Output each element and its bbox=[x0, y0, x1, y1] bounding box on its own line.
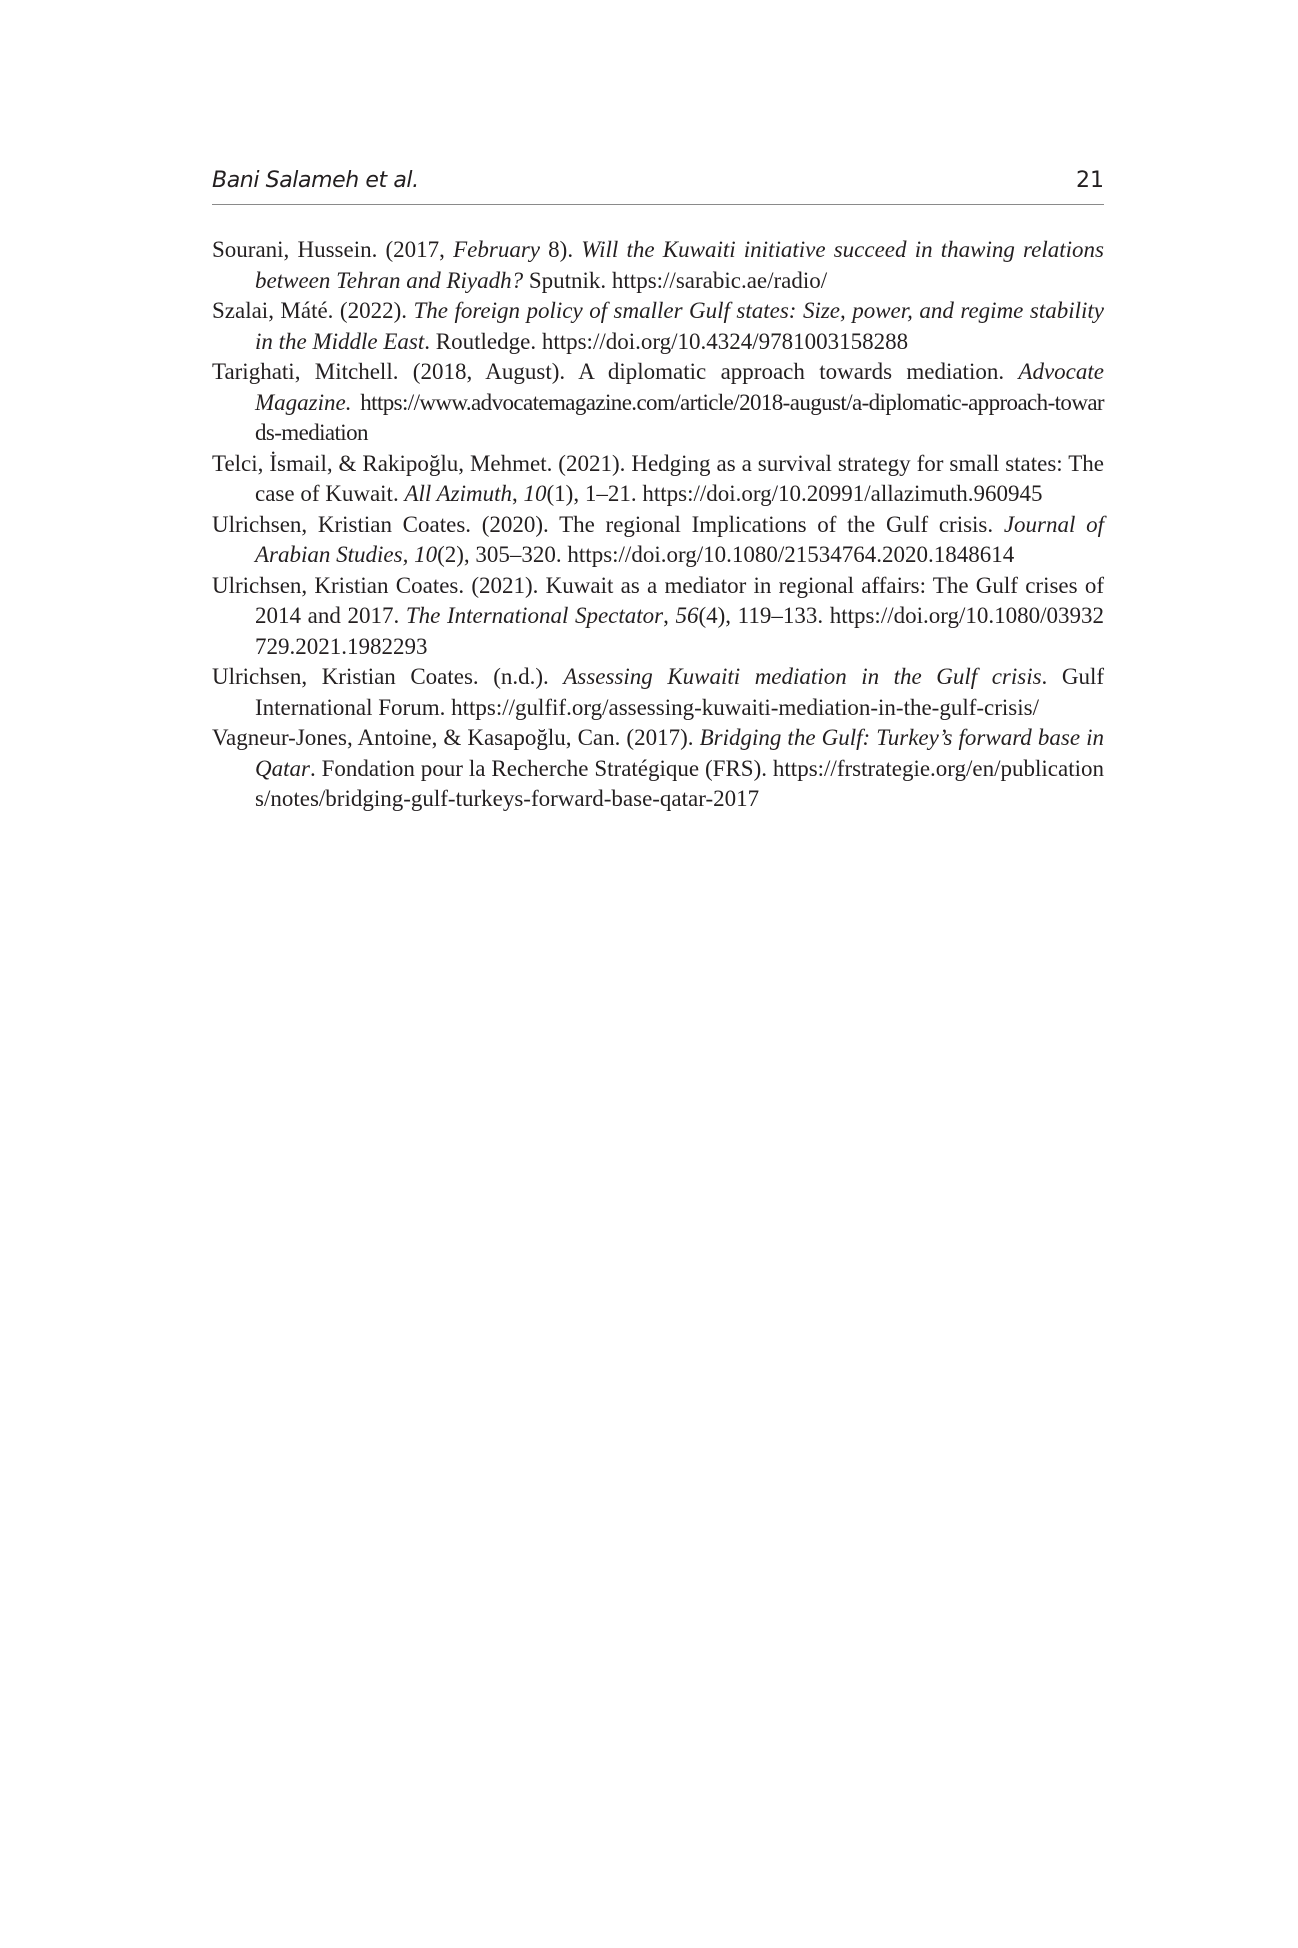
reference-entry: Ulrichsen, Kristian Coates. (2020). The regional Implications of the Gulf crisis. Journal of Arabian Studies, 10(2), 305–320. https://doi.org/10.1080/21534764.2020.1848614 bbox=[212, 511, 1104, 567]
reference-entry: Sourani, Hussein. (2017, February 8). Will the Kuwaiti initiative succeed in thawing relations between Tehran and Riyadh? Sputnik. https://sarabic.ae/radio/ bbox=[212, 237, 1104, 293]
running-head bbox=[212, 166, 1104, 205]
reference-entry: Tarighati, Mitchell. (2018, August). A diplomatic approach towards mediation. Advocate Magazine. https://www.advocatemagazine.com/article/2018-august/a-diplomatic-approach-towards-mediation bbox=[212, 359, 1104, 445]
reference-entry: Vagneur-Jones, Antoine, & Kasapoğlu, Can. (2017). Bridging the Gulf: Turkey’s forward base in Qatar. Fondation pour la Recherche Stratégique (FRS). https://frstrategie.org/en/publications/notes/bridging-gulf-turkeys-forward-base-qatar-2017 bbox=[212, 725, 1104, 811]
running-head-author: Bani Salameh et al. bbox=[212, 168, 419, 193]
reference-entry: Ulrichsen, Kristian Coates. (n.d.). Assessing Kuwaiti mediation in the Gulf crisis. Gulf International Forum. https://gulfif.org/assessing-kuwaiti-mediation-in-the-gulf-crisis/ bbox=[212, 664, 1104, 720]
reference-entry: Szalai, Máté. (2022). The foreign policy of smaller Gulf states: Size, power, and regime stability in the Middle East. Routledge. https://doi.org/10.4324/9781003158288 bbox=[212, 298, 1104, 354]
reference-entry: Telci, İsmail, & Rakipoğlu, Mehmet. (2021). Hedging as a survival strategy for small states: The case of Kuwait. All Azimuth, 10(1), 1–21. https://doi.org/10.20991/allazimuth.960945 bbox=[212, 450, 1104, 506]
reference-list bbox=[212, 235, 1104, 815]
page bbox=[212, 0, 1104, 1948]
reference-entry: Ulrichsen, Kristian Coates. (2021). Kuwait as a mediator in regional affairs: The Gulf crises of 2014 and 2017. The International Spectator, 56(4), 119–133. https://doi.org/10.1080/03932729.2021.1982293 bbox=[212, 572, 1105, 659]
page-number: 21 bbox=[1076, 168, 1104, 193]
